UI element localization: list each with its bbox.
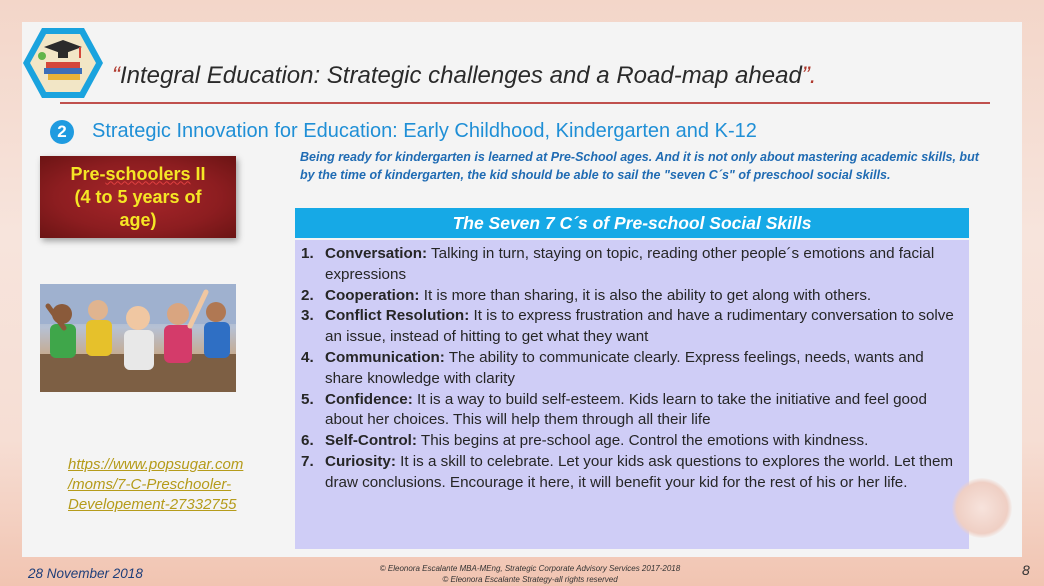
item-text: It is to express frustration and have a rudimentary conversation to solve an issue, instead of hitting to get what they want — [325, 307, 954, 346]
item-term: Confidence: — [325, 390, 413, 408]
list-item — [301, 390, 959, 432]
title-open-quote: “ — [112, 62, 120, 89]
copyright-line-2: © Eleonora Escalante Strategy-all rights reserved — [442, 575, 618, 584]
footer-date: 28 November 2018 — [28, 566, 143, 581]
item-term: Cooperation: — [325, 286, 420, 304]
item-text: It is more than sharing, it is also the ability to get along with others. — [419, 286, 872, 304]
section-number-badge: 2 — [50, 120, 74, 144]
badge-word: schoolers — [105, 163, 191, 184]
badge-line-2: (4 to 5 years of — [74, 186, 202, 207]
list-item — [301, 431, 959, 452]
source-link[interactable] — [68, 455, 278, 515]
watermark-seal-icon — [952, 478, 1012, 538]
list-item — [301, 286, 959, 307]
item-text: The ability to communicate clearly. Express feelings, needs, wants and share knowledge with clarity — [325, 348, 924, 387]
seven-cs-list — [295, 240, 969, 494]
item-number: 3. — [301, 307, 314, 325]
badge-suffix: II — [190, 163, 206, 184]
slide-title — [112, 62, 992, 90]
source-link-line-1[interactable]: https://www.popsugar.com — [68, 456, 244, 473]
footer-copyright — [300, 563, 760, 585]
list-item — [301, 306, 959, 348]
item-number: 7. — [301, 452, 314, 470]
item-term: Self-Control: — [325, 432, 417, 450]
item-text: This begins at pre-school age. Control the emotions with kindness. — [416, 432, 869, 450]
item-number: 6. — [301, 432, 314, 450]
badge-prefix: Pre- — [70, 163, 106, 184]
section-subtitle: Strategic Innovation for Education: Early Childhood, Kindergarten and K-12 — [92, 120, 757, 142]
intro-paragraph: Being ready for kindergarten is learned at Pre-School ages. And it is not only about mastering academic skills, but by the time of kindergarten, the kid should be able to sail the "seven C´s" of preschool social skills. — [300, 150, 979, 182]
item-text: It is a skill to celebrate. Let your kids ask questions to explores the world. Let them draw conclusions. Encourage it here, it will benefit your kid for the rest of his or her life. — [325, 452, 954, 491]
item-number: 1. — [301, 245, 314, 262]
list-item — [301, 348, 959, 390]
source-link-line-3[interactable]: Developement-27332755 — [68, 496, 237, 513]
list-item — [301, 244, 959, 286]
item-text: Talking in turn, staying on topic, reading other people´s emotions and facial expressions — [325, 245, 935, 283]
title-text: Integral Education: Strategic challenges and a Road-map ahead — [120, 62, 802, 89]
seven-cs-card — [295, 240, 969, 549]
badge-line-1 — [40, 163, 236, 186]
item-number: 2. — [301, 286, 314, 304]
copyright-line-1: © Eleonora Escalante MBA-MEng, Strategic Corporate Advisory Services 2017-2018 — [379, 564, 681, 573]
title-close-quote: ”. — [801, 62, 817, 89]
title-divider — [60, 102, 990, 104]
list-item — [301, 452, 959, 494]
source-link-line-2[interactable]: /moms/7-C-Preschooler- — [68, 476, 232, 493]
education-hexagon-icon — [22, 26, 104, 100]
badge-line-3: age) — [119, 209, 157, 230]
page-number: 8 — [1022, 562, 1030, 578]
item-text: It is a way to build self-esteem. Kids learn to take the initiative and feel good about her choices. This will help them through all their life — [325, 390, 927, 429]
item-number: 5. — [301, 390, 314, 408]
item-term: Curiosity: — [325, 452, 396, 470]
age-group-badge — [40, 156, 236, 238]
item-number: 4. — [301, 348, 314, 366]
children-classroom-photo — [40, 284, 236, 392]
item-term: Conversation: — [325, 245, 428, 262]
item-term: Conflict Resolution: — [325, 307, 470, 325]
seven-cs-heading: The Seven 7 C´s of Pre-school Social Skills — [295, 208, 969, 238]
item-term: Communication: — [325, 348, 445, 366]
